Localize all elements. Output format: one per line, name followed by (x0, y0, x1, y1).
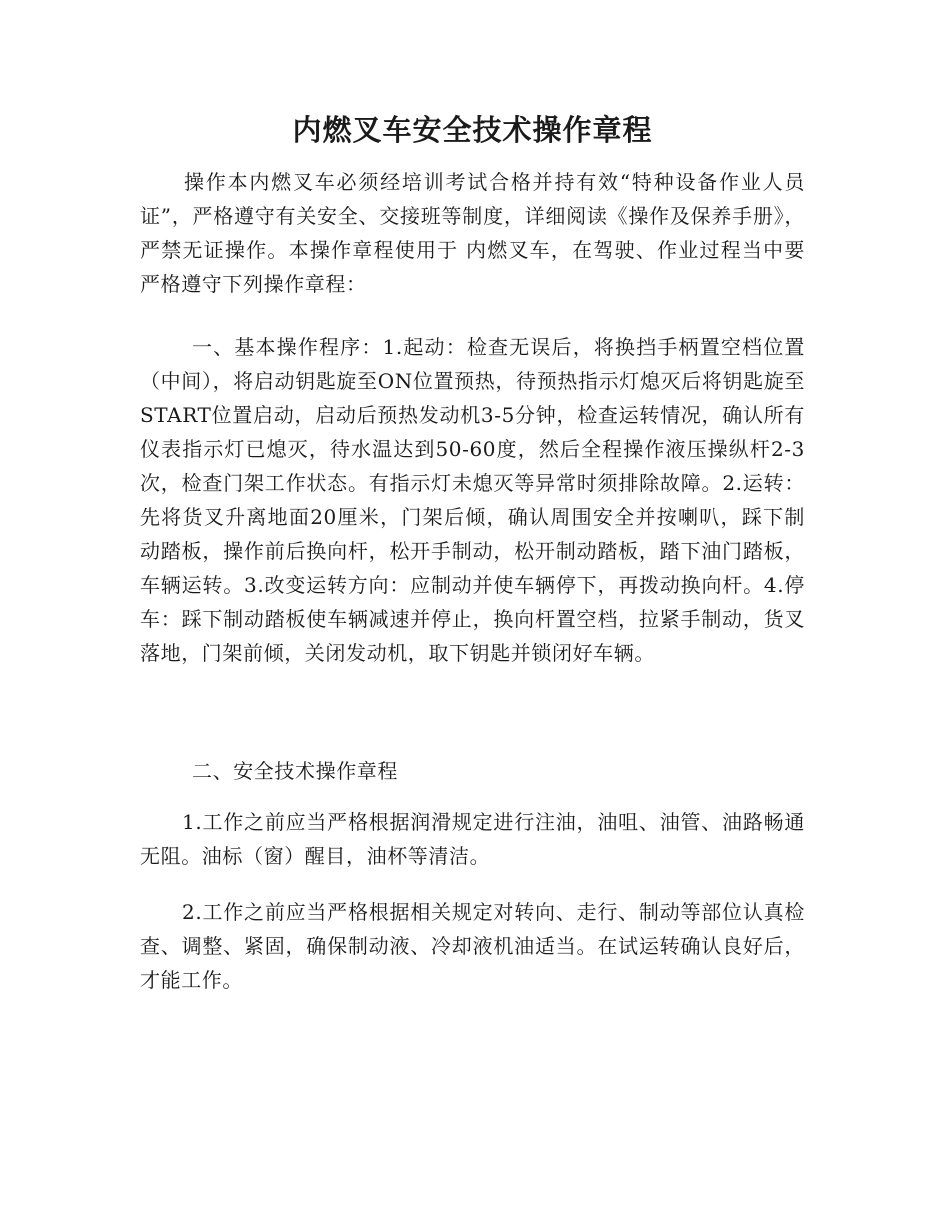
document-title: 内燃叉车安全技术操作章程 (292, 113, 653, 147)
intro-paragraph: 操作本内燃叉车必须经培训考试合格并持有效“特种设备作业人员证”，严格遵守有关安全、交接班等制度，详细阅读《操作及保养手册》，严禁无证操作。本操作章程使用于 内燃叉车，在驾驶、作业过程当中要严格遵守下列操作章程： (140, 170, 805, 296)
rule-item-2: 2.工作之前应当严格根据相关规定对转向、走行、制动等部位认真检查、调整、紧固，确保制动液、冷却液机油适当。在试运转确认良好后，才能工作。 (140, 900, 805, 992)
basic-procedure-paragraph: 一、基本操作程序：1.起动：检查无误后，将换挡手柄置空档位置（中间），将启动钥匙旋至ON位置预热，待预热指示灯熄灭后将钥匙旋至START位置启动，启动后预热发动机3-5分钟，检查运转情况，确认所有仪表指示灯已熄灭，待水温达到50-60度，然后全程操作液压操纵杆2-3次，检查门架工作状态。有指示灯未熄灭等异常时须排除故障。2.运转：先将货叉升离地面20厘米，门架后倾，确认周围安全并按喇叭，踩下制动踏板，操作前后换向杆，松开手制动，松开制动踏板，踏下油门踏板，车辆运转。3.改变运转方向：应制动并使车辆停下，再拨动换向杆。4.停车：踩下制动踏板使车辆减速并停止，换向杆置空档，拉紧手制动，货叉落地，门架前倾，关闭发动机，取下钥匙并锁闭好车辆。 (140, 335, 805, 665)
section-2-heading: 二、安全技术操作章程 (192, 759, 398, 783)
rule-item-1: 1.工作之前应当严格根据润滑规定进行注油，油咀、油管、油路畅通无阻。油标（窗）醒目，油杯等清洁。 (140, 810, 805, 868)
